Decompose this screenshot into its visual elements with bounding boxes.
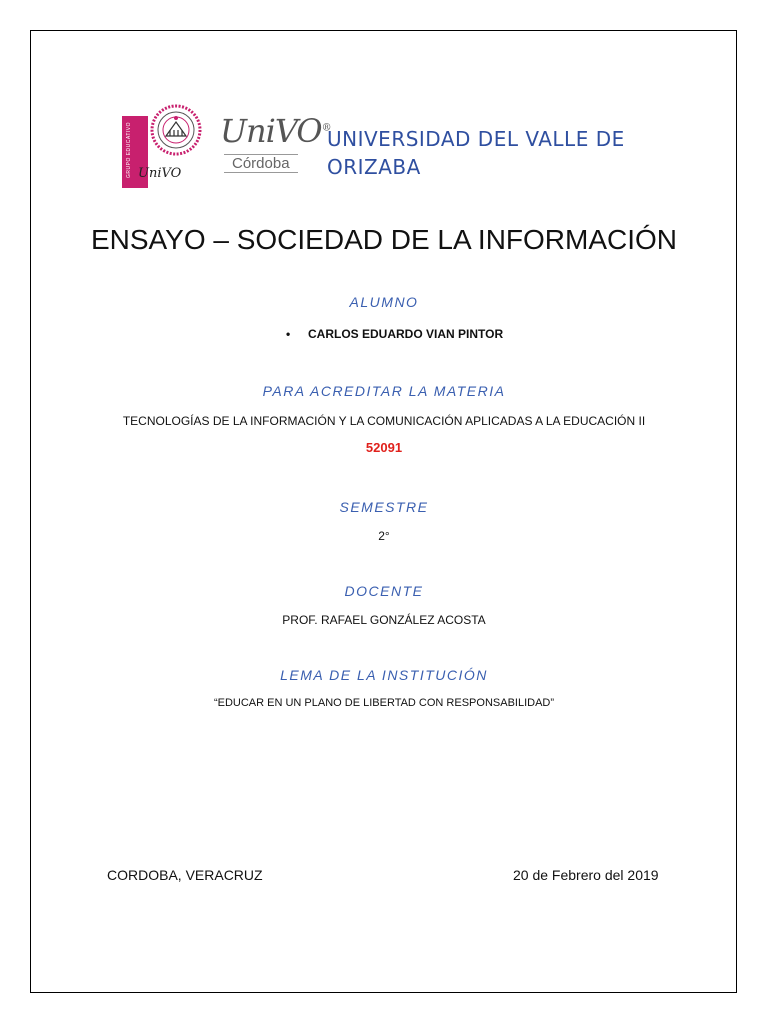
student-name: • CARLOS EDUARDO VIAN PINTOR: [286, 327, 504, 341]
university-name: UNIVERSIDAD DEL VALLE DE ORIZABA: [327, 127, 625, 179]
motto-label: LEMA DE LA INSTITUCIÓN: [280, 667, 488, 683]
univo-wordmark: UniVO®: [220, 112, 331, 150]
strip-wordmark: UniVO: [138, 166, 182, 181]
teacher-name: PROF. RAFAEL GONZÁLEZ ACOSTA: [282, 613, 486, 627]
bullet-icon: •: [286, 327, 291, 341]
university-seal-icon: [150, 104, 202, 156]
strip-text: GRUPO EDUCATIVO: [126, 121, 132, 178]
course-code: 52091: [365, 440, 403, 455]
semester-label: SEMESTRE: [339, 499, 429, 515]
course-name: TECNOLOGÍAS DE LA INFORMACIÓN Y LA COMUNICACIÓN APLICADAS A LA EDUCACIÓN II: [122, 414, 646, 428]
document-title: ENSAYO – SOCIEDAD DE LA INFORMACIÓN: [90, 224, 678, 255]
motto-text: “EDUCAR EN UN PLANO DE LIBERTAD CON RESPONSABILIDAD”: [213, 697, 555, 709]
teacher-label: DOCENTE: [344, 583, 424, 599]
campus-wordmark: Córdoba: [224, 154, 298, 173]
semester-value: 2°: [378, 529, 390, 543]
header: [120, 98, 680, 190]
location: CORDOBA, VERACRUZ: [107, 867, 263, 883]
student-label: ALUMNO: [349, 294, 419, 310]
date: 20 de Febrero del 2019: [513, 867, 659, 883]
course-label: PARA ACREDITAR LA MATERIA: [262, 383, 506, 399]
